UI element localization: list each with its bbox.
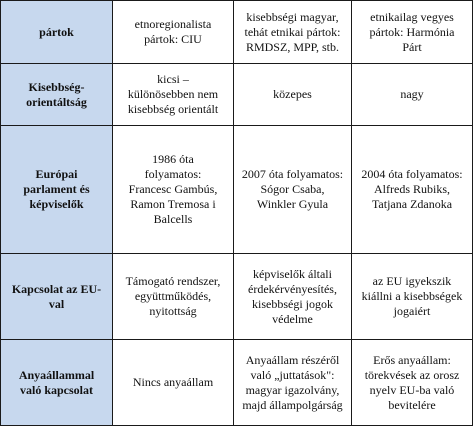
table-row: [1, 126, 473, 254]
table-row: [1, 254, 473, 340]
table-cell: etnoregionalista pártok: CIU: [113, 1, 234, 64]
table-cell: nagy: [352, 64, 473, 126]
table-cell: képviselők általi érdekérvényesítés, kisebbségi jogok védelme: [234, 254, 352, 340]
table-cell: Támogató rendszer, együttműködés, nyitottság: [113, 254, 234, 340]
table-cell: Erős anyaállam: törekvések az orosz nyelv EU-ba való bevitelére: [352, 340, 473, 426]
row-header-parties: pártok: [1, 1, 113, 64]
table-row: [1, 64, 473, 126]
table-cell: Anyaállam részéről való „juttatások": magyar igazolvány, majd állampolgárság: [234, 340, 352, 426]
table-row: [1, 1, 473, 64]
table-cell: kicsi – különösebben nem kisebbség orientált: [113, 64, 234, 126]
row-header-eu-relation: Kapcsolat az EU- val: [1, 254, 113, 340]
table-cell: közepes: [234, 64, 352, 126]
row-header-european-parliament: Európai parlament és képviselők: [1, 126, 113, 254]
table-cell: etnikailag vegyes pártok: Harmónia Párt: [352, 1, 473, 64]
table-row: [1, 340, 473, 426]
row-header-kin-state-relation: Anyaállammal való kapcsolat: [1, 340, 113, 426]
table-cell: 2007 óta folyamatos: Sógor Csaba, Winkler Gyula: [234, 126, 352, 254]
table-cell: kisebbségi magyar, tehát etnikai pártok: RMDSZ, MPP, stb.: [234, 1, 352, 64]
table-cell: az EU igyekszik kiállni a kisebbségek jogaiért: [352, 254, 473, 340]
table-cell: Nincs anyaállam: [113, 340, 234, 426]
table-cell: 1986 óta folyamatos: Francesc Gambús, Ramon Tremosa i Balcells: [113, 126, 234, 254]
row-header-minority-orientation: Kisebbség- orientáltság: [1, 64, 113, 126]
table-cell: 2004 óta folyamatos: Alfreds Rubiks, Tatjana Zdanoka: [352, 126, 473, 254]
